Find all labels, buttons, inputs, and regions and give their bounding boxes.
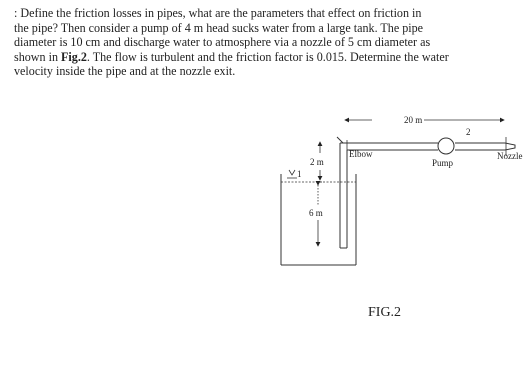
dimension-20m-label: 20 m bbox=[404, 115, 423, 125]
question-line-1: : Define the friction losses in pipes, what are the parameters that effect on friction in bbox=[14, 6, 422, 20]
dimension-2m-label: 2 m bbox=[310, 157, 324, 167]
question-line-4-post: . The flow is turbulent and the friction factor is 0.015. Determine the water bbox=[86, 49, 449, 64]
question-line-5: velocity inside the pipe and at the nozzle exit. bbox=[14, 64, 236, 79]
elbow-label: Elbow bbox=[349, 149, 373, 159]
question-line-2: the pipe? Then consider a pump of 4 m head sucks water from a large tank. The pipe bbox=[14, 20, 424, 35]
figure-caption: FIG.2 bbox=[368, 305, 402, 320]
point-2-label: 2 bbox=[466, 127, 471, 137]
question-line-4-pre: shown in bbox=[14, 49, 62, 64]
tank bbox=[281, 174, 356, 265]
pump-icon bbox=[438, 138, 454, 154]
dimension-6m-label: 6 m bbox=[309, 208, 323, 218]
pump-label: Pump bbox=[432, 158, 454, 168]
point-1-label: 1 bbox=[297, 169, 302, 179]
figure-reference: Fig.2 bbox=[61, 49, 87, 64]
nozzle-icon bbox=[505, 143, 515, 150]
question-line-3: diameter is 10 cm and discharge water to atmosphere via a nozzle of 5 cm diameter as bbox=[14, 35, 431, 50]
water-level-marker-icon bbox=[287, 170, 297, 178]
nozzle-label: Nozzle bbox=[497, 151, 523, 161]
suction-pipe bbox=[337, 137, 347, 248]
